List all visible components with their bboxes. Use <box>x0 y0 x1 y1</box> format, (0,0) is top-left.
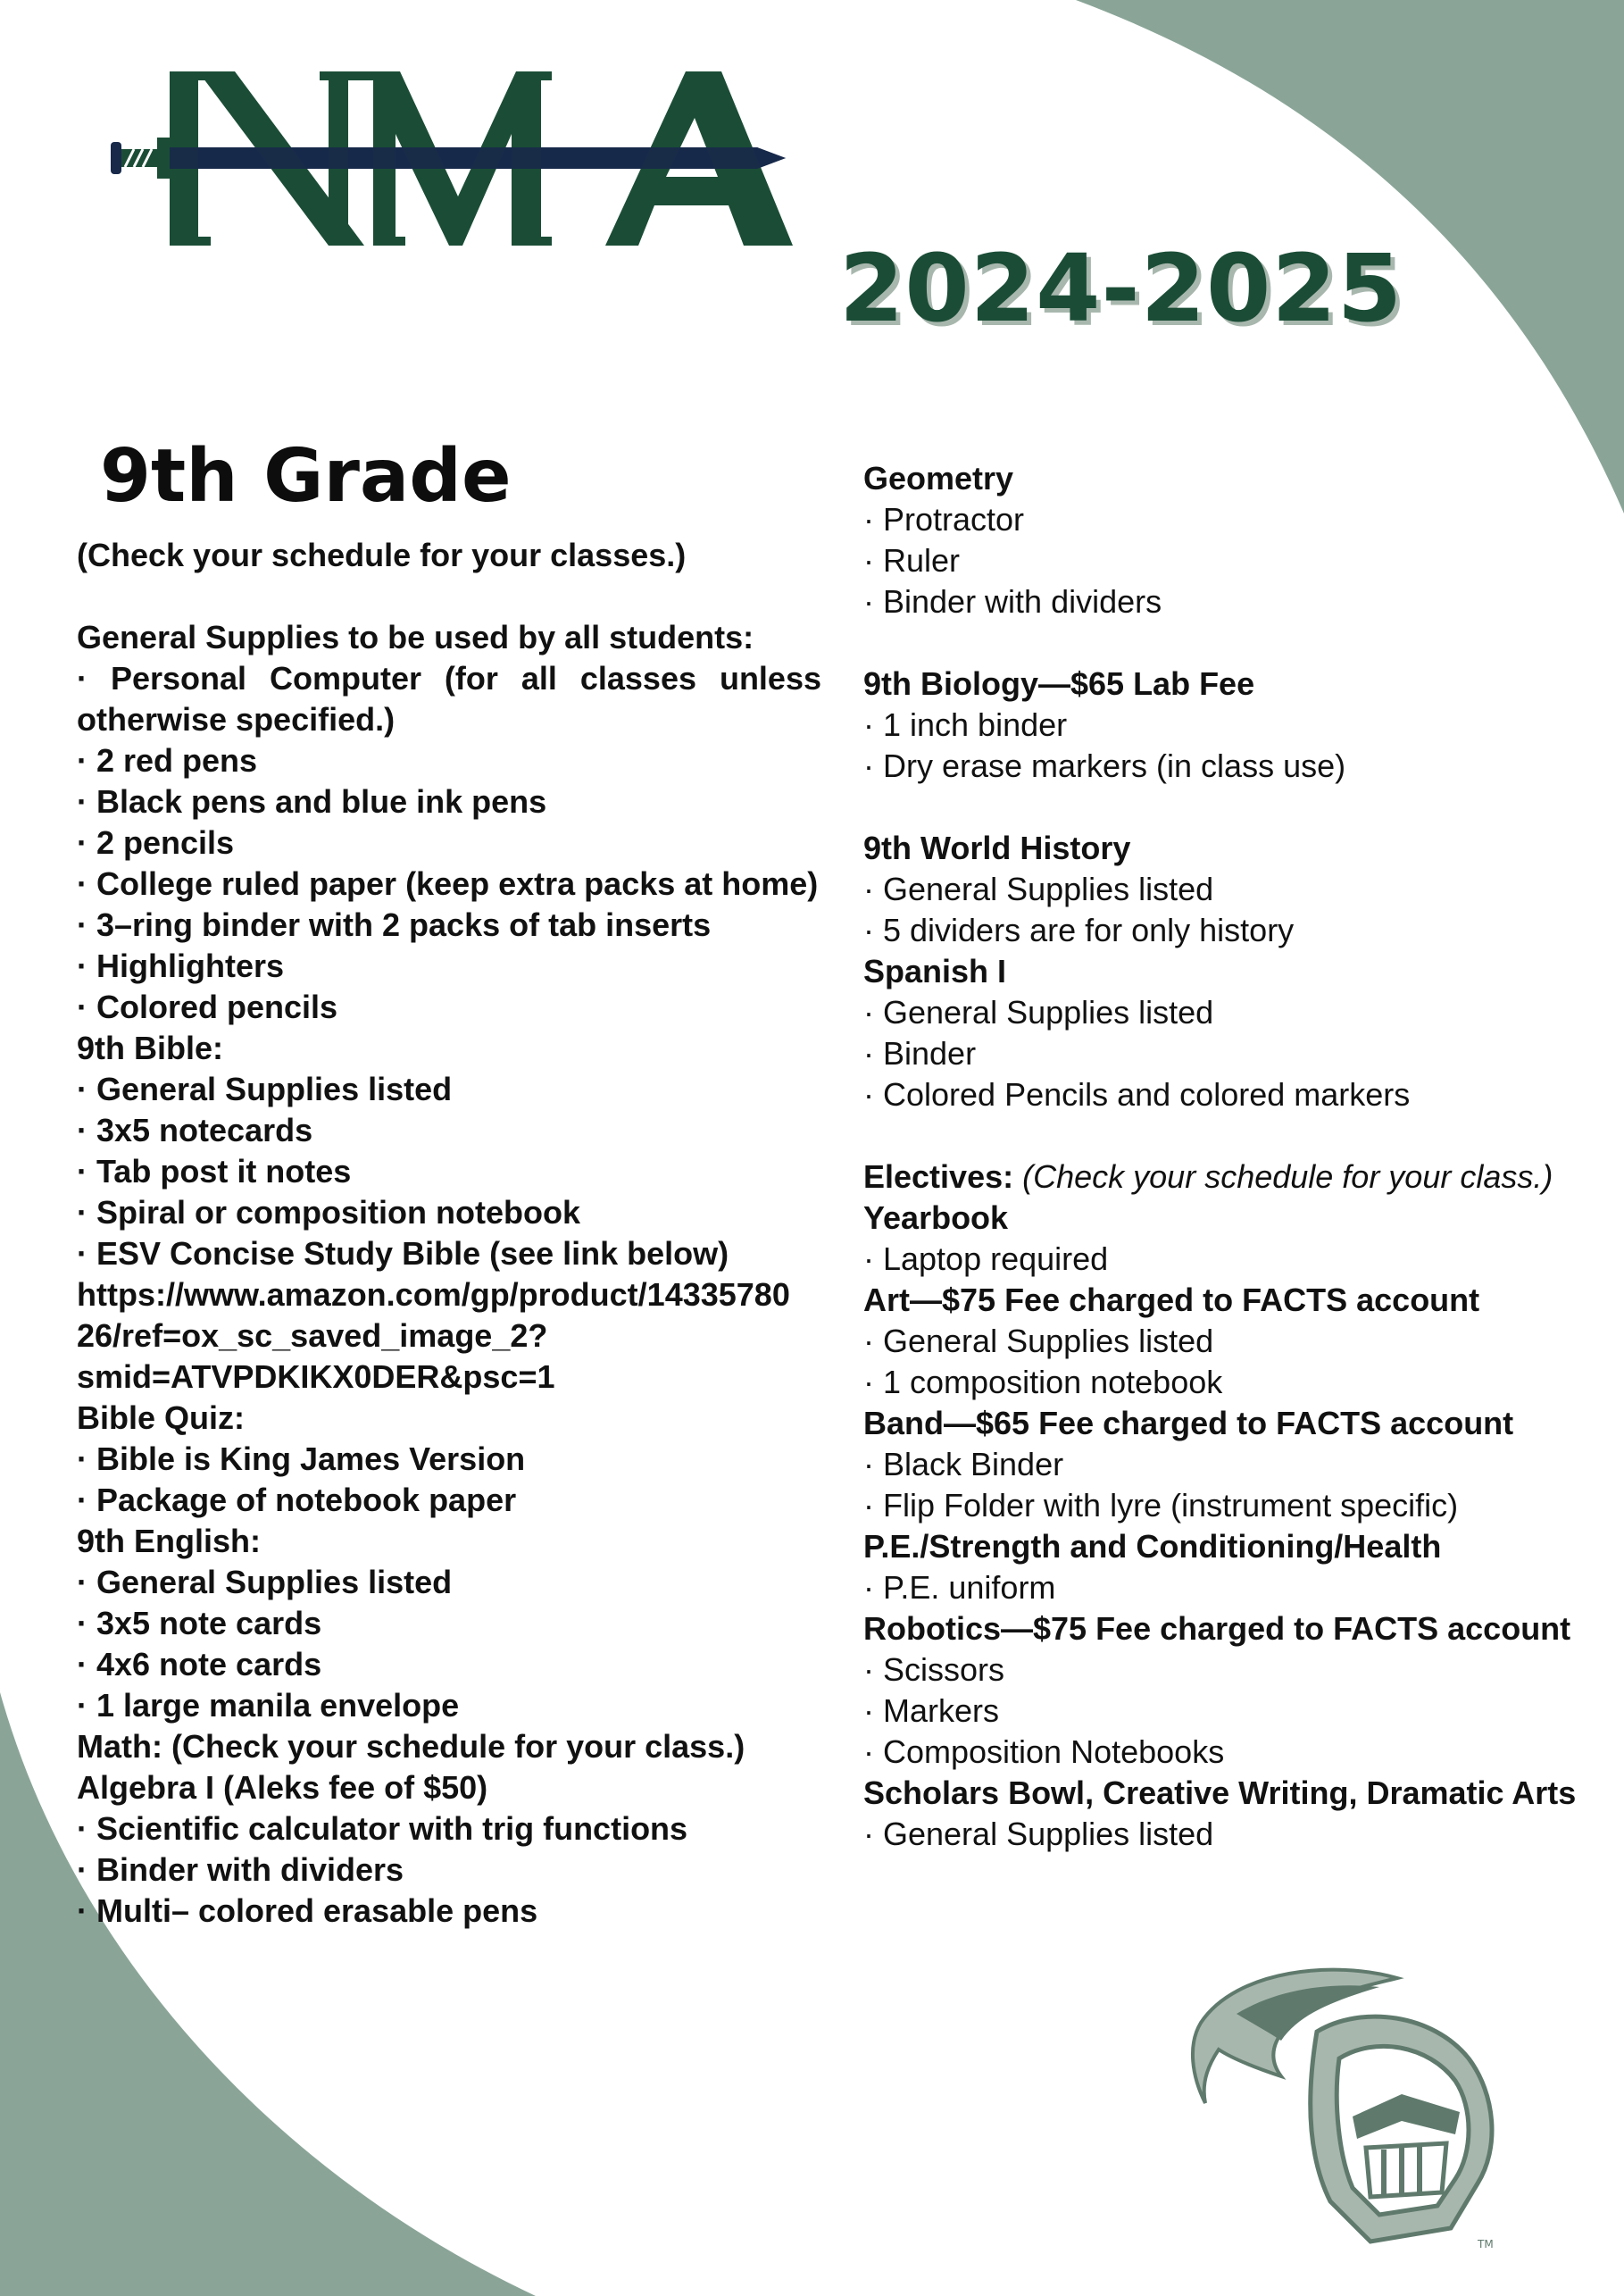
list-item: · Protractor <box>863 501 1025 538</box>
list-item: · Scientific calculator with trig functions <box>77 1810 688 1847</box>
list-item: · 2 pencils <box>77 824 235 861</box>
bible-link-line[interactable]: 26/ref=ox_sc_saved_image_2? <box>77 1317 548 1354</box>
list-item: · 3x5 notecards <box>77 1112 313 1148</box>
list-item: · Highlighters <box>77 948 284 984</box>
algebra-heading: Algebra I (Aleks fee of $50) <box>77 1769 488 1806</box>
list-item: · 4x6 note cards <box>77 1646 322 1682</box>
pe-heading: P.E./Strength and Conditioning/Health <box>863 1528 1442 1565</box>
spacer <box>863 787 1595 828</box>
electives-heading: Electives: <box>863 1158 1014 1195</box>
biology-heading: 9th Biology—$65 Lab Fee <box>863 665 1255 702</box>
list-item: · Spiral or composition notebook <box>77 1194 581 1231</box>
check-schedule-note: (Check your schedule for your classes.) <box>77 537 687 573</box>
list-item: · Multi– colored erasable pens <box>77 1892 538 1929</box>
general-supplies-heading: General Supplies to be used by all students: <box>77 619 754 655</box>
list-item: · Package of notebook paper <box>77 1482 517 1518</box>
list-item: · Personal Computer (for all classes unless <box>77 660 821 697</box>
list-item: · General Supplies listed <box>77 1564 453 1600</box>
bible-heading: 9th Bible: <box>77 1030 224 1066</box>
spacer <box>863 1115 1595 1156</box>
list-item: · 1 composition notebook <box>863 1364 1223 1400</box>
math-heading: Math: (Check your schedule for your class.) <box>77 1728 745 1765</box>
list-item: · Ruler <box>863 542 961 579</box>
list-item: · Bible is King James Version <box>77 1440 526 1477</box>
list-item: · Black Binder <box>863 1446 1064 1482</box>
list-item: · Black pens and blue ink pens <box>77 783 547 820</box>
electives-note: (Check your schedule for your class.) <box>1022 1158 1553 1195</box>
list-item: · P.E. uniform <box>863 1569 1056 1606</box>
list-item: · Markers <box>863 1692 999 1729</box>
scholars-heading: Scholars Bowl, Creative Writing, Dramatic Arts <box>863 1774 1577 1811</box>
list-item: · Binder with dividers <box>863 583 1162 620</box>
list-item: · 3–ring binder with 2 packs of tab inserts <box>77 906 712 943</box>
list-item: · 1 large manila envelope <box>77 1687 460 1724</box>
bible-link-line[interactable]: smid=ATVPDKIKX0DER&psc=1 <box>77 1358 555 1395</box>
list-item: · ESV Concise Study Bible (see link below) <box>77 1235 729 1272</box>
spanish-heading: Spanish I <box>863 953 1007 989</box>
list-item: · Scissors <box>863 1651 1005 1688</box>
electives-line <box>863 1156 1595 1198</box>
band-heading: Band—$65 Fee charged to FACTS account <box>863 1405 1514 1441</box>
spacer <box>863 622 1595 664</box>
left-column <box>77 535 821 1932</box>
list-item: · 5 dividers are for only history <box>863 912 1295 948</box>
list-item: · General Supplies listed <box>863 994 1214 1031</box>
bible-link-line[interactable]: https://www.amazon.com/gp/product/14335780 <box>77 1276 790 1313</box>
list-item: · Dry erase markers (in class use) <box>863 747 1346 784</box>
list-item: · General Supplies listed <box>863 871 1214 907</box>
list-item: · General Supplies listed <box>77 1071 453 1107</box>
list-item: otherwise specified.) <box>77 701 396 738</box>
list-item: · 3x5 note cards <box>77 1605 322 1641</box>
page-title: 9th Grade <box>100 434 512 519</box>
list-item: · 1 inch binder <box>863 706 1068 743</box>
nma-logo <box>105 63 793 263</box>
list-item: · Binder <box>863 1035 977 1072</box>
list-item: · Colored pencils <box>77 989 338 1025</box>
list-item: · Colored Pencils and colored markers <box>863 1076 1411 1113</box>
knight-mascot-logo <box>1183 1960 1522 2255</box>
bible-quiz-heading: Bible Quiz: <box>77 1399 245 1436</box>
list-item: · Flip Folder with lyre (instrument specific) <box>863 1487 1459 1524</box>
list-item: · Tab post it notes <box>77 1153 352 1190</box>
list-item: · Composition Notebooks <box>863 1733 1225 1770</box>
art-heading: Art—$75 Fee charged to FACTS account <box>863 1282 1480 1318</box>
trademark-mark: TM <box>1478 2238 1494 2250</box>
list-item: · Laptop required <box>863 1240 1109 1277</box>
list-item: · Binder with dividers <box>77 1851 404 1888</box>
list-item: · General Supplies listed <box>863 1323 1214 1359</box>
list-item: · General Supplies listed <box>863 1816 1214 1852</box>
robotics-heading: Robotics—$75 Fee charged to FACTS account <box>863 1610 1571 1647</box>
list-item: · 2 red pens <box>77 742 258 779</box>
spacer <box>77 576 821 617</box>
yearbook-heading: Yearbook <box>863 1199 1009 1236</box>
list-item: · College ruled paper (keep extra packs at home) <box>77 865 819 902</box>
school-year: 2024-2025 <box>839 234 1403 343</box>
geometry-heading: Geometry <box>863 460 1014 497</box>
english-heading: 9th English: <box>77 1523 261 1559</box>
right-column <box>863 458 1595 1855</box>
world-history-heading: 9th World History <box>863 830 1131 866</box>
